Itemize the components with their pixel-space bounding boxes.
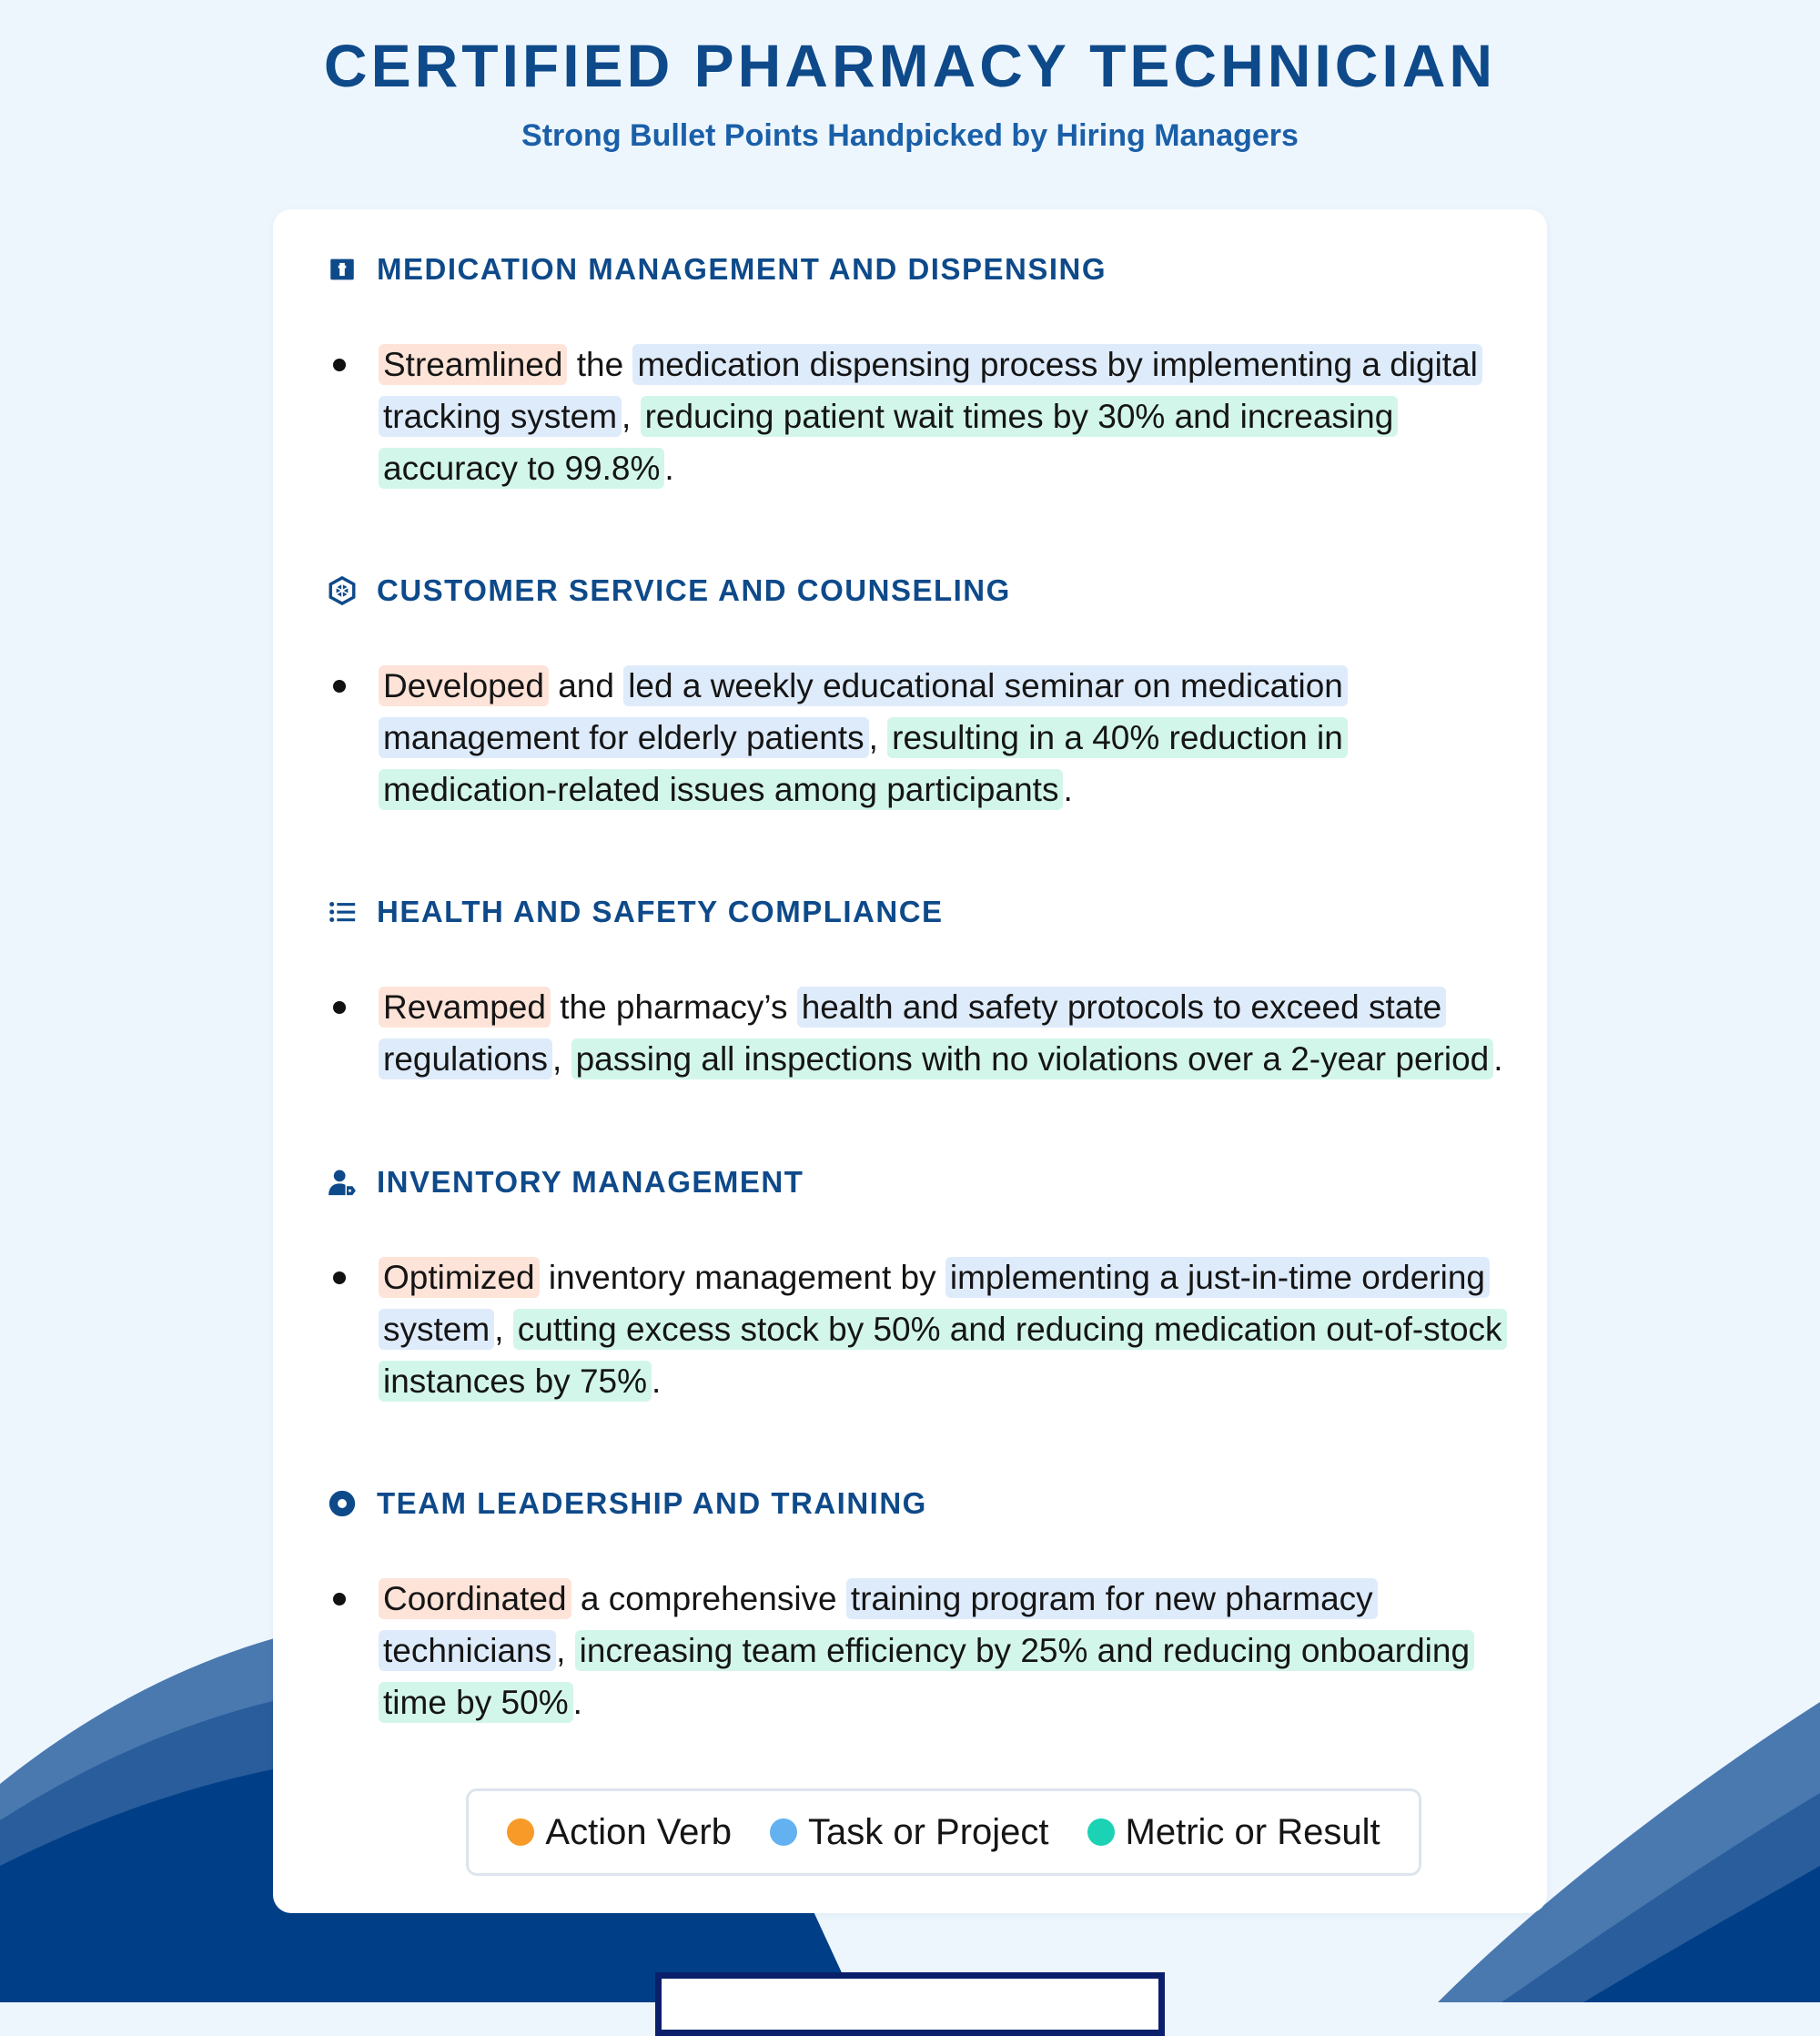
bullet-text <box>379 981 1507 1085</box>
connector-text: , <box>494 1311 504 1348</box>
legend-label: Metric or Result <box>1125 1811 1380 1852</box>
highlight-legend <box>466 1788 1421 1876</box>
action-verb-highlight: Streamlined <box>379 344 567 385</box>
legend-item-action-verb <box>507 1812 732 1853</box>
connector-text: , <box>868 719 878 756</box>
bullet-point <box>333 981 1507 1085</box>
section-title: TEAM LEADERSHIP AND TRAINING <box>377 1486 927 1520</box>
section-title: INVENTORY MANAGEMENT <box>377 1165 804 1199</box>
metric-highlight: cutting excess stock by 50% and reducing medication out-of-stock instances by 75% <box>379 1309 1507 1402</box>
bullet-text <box>379 660 1507 815</box>
bullet-point <box>333 1251 1507 1407</box>
bullet-point <box>333 339 1507 494</box>
connector-text: a comprehensive <box>580 1580 837 1617</box>
bullet-point <box>333 1573 1507 1728</box>
section-title: HEALTH AND SAFETY COMPLIANCE <box>377 895 944 928</box>
target-circle-icon <box>326 1487 359 1520</box>
list-icon <box>326 896 359 928</box>
connector-text: the pharmacy’s <box>560 988 788 1026</box>
bottom-action-box[interactable] <box>655 1972 1165 2036</box>
sentence-end: . <box>1063 771 1073 808</box>
metric-highlight: increasing team efficiency by 25% and reducing onboarding time by 50% <box>379 1630 1474 1723</box>
bullet-dot <box>333 1271 346 1284</box>
task-highlight: medication dispensing process by implementing a digital tracking system <box>379 344 1482 437</box>
section-header <box>326 890 944 934</box>
metric-highlight: passing all inspections with no violations over a 2-year period <box>571 1038 1494 1079</box>
connector-text: , <box>556 1632 566 1669</box>
sentence-end: . <box>652 1362 662 1400</box>
connector-text: inventory management by <box>548 1259 936 1296</box>
bullet-dot <box>333 359 346 371</box>
bullet-dot <box>333 1001 346 1014</box>
connector-text: , <box>622 398 632 435</box>
cube-network-icon <box>326 574 359 607</box>
section-title: CUSTOMER SERVICE AND COUNSELING <box>377 573 1011 607</box>
bullet-point <box>333 660 1507 815</box>
pharmacy-box-icon <box>326 253 359 286</box>
bullet-dot <box>333 680 346 693</box>
sentence-end: . <box>1493 1040 1503 1078</box>
sentence-end: . <box>572 1684 582 1721</box>
metric-highlight: reducing patient wait times by 30% and increasing accuracy to 99.8% <box>379 396 1398 489</box>
connector-text: , <box>552 1040 562 1078</box>
page-header <box>0 27 1820 155</box>
bullet-dot <box>333 1593 346 1606</box>
section-header <box>326 248 1107 291</box>
bullet-text <box>379 339 1507 494</box>
section-header <box>326 569 1011 613</box>
task-highlight: implementing a just-in-time ordering system <box>379 1257 1490 1350</box>
action-verb-highlight: Optimized <box>379 1257 540 1298</box>
page-subtitle: Strong Bullet Points Handpicked by Hiring Managers <box>521 118 1299 153</box>
bullet-points-card <box>273 209 1547 1913</box>
page-title: CERTIFIED PHARMACY TECHNICIAN <box>323 32 1497 99</box>
legend-item-metric <box>1087 1812 1380 1853</box>
section-title: MEDICATION MANAGEMENT AND DISPENSING <box>377 252 1107 286</box>
task-highlight: health and safety protocols to exceed state regulations <box>379 987 1446 1079</box>
legend-label: Action Verb <box>545 1811 732 1852</box>
section-header <box>326 1482 927 1525</box>
sentence-end: . <box>664 450 674 487</box>
bullet-text <box>379 1573 1507 1728</box>
action-verb-highlight: Revamped <box>379 987 551 1028</box>
legend-item-task <box>770 1812 1049 1853</box>
bullet-text <box>379 1251 1507 1407</box>
legend-dot-blue <box>770 1818 797 1846</box>
task-highlight: led a weekly educational seminar on medication management for elderly patients <box>379 665 1348 758</box>
legend-label: Task or Project <box>807 1811 1049 1852</box>
legend-dot-orange <box>507 1818 534 1846</box>
action-verb-highlight: Developed <box>379 665 549 706</box>
legend-dot-teal <box>1087 1818 1115 1846</box>
task-highlight: training program for new pharmacy technicians <box>379 1578 1378 1671</box>
metric-highlight: resulting in a 40% reduction in medication-related issues among participants <box>379 717 1348 810</box>
section-header <box>326 1160 804 1204</box>
connector-text: and <box>558 667 614 704</box>
action-verb-highlight: Coordinated <box>379 1578 571 1619</box>
user-tag-icon <box>326 1166 359 1199</box>
connector-text: the <box>576 346 624 383</box>
